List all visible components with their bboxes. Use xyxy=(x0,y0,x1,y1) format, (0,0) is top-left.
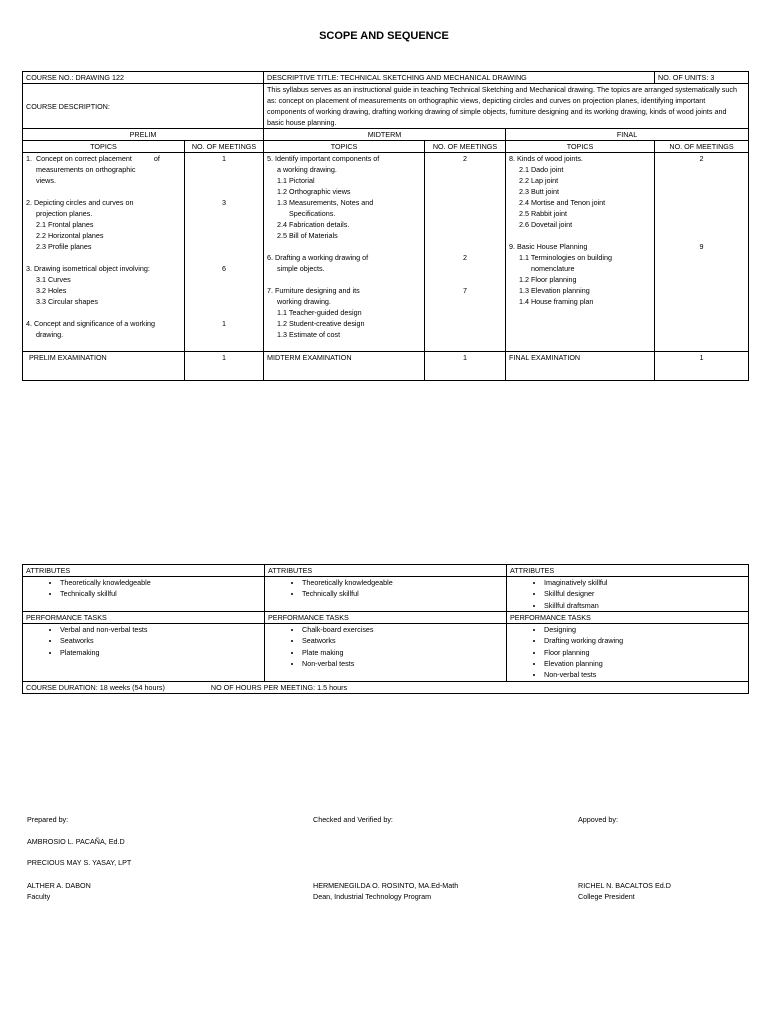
text-line: 2.5 Rabbit joint xyxy=(509,209,567,218)
text-line xyxy=(188,285,260,296)
text-line: 3. Drawing isometrical object involving: xyxy=(26,264,150,273)
text-line: 1. Concept on correct placement of xyxy=(26,154,160,163)
text-line: 7. Furniture designing and its xyxy=(267,286,360,295)
list-item: • Chalk-board exercises xyxy=(302,624,503,635)
hours-per-meeting: NO OF HOURS PER MEETING: 1.5 hours xyxy=(210,683,348,692)
preparer-role: Faculty xyxy=(27,892,51,901)
text-line: 2.6 Dovetail joint xyxy=(509,220,573,229)
text-line: 1.4 House framing plan xyxy=(509,297,594,306)
midterm-attributes-list xyxy=(268,577,503,600)
prelim-meetings xyxy=(185,153,264,352)
checker-role: Dean, Industrial Technology Program xyxy=(313,892,432,901)
prelim-attributes-label: ATTRIBUTES xyxy=(23,565,265,577)
text-line: 1.3 Measurements, Notes and xyxy=(267,198,374,207)
final-tasks-list xyxy=(510,624,745,680)
text-line: 3 xyxy=(222,198,226,207)
text-line xyxy=(188,230,260,241)
descriptive-title: DESCRIPTIVE TITLE: TECHNICAL SKETCHING AND MECHANICAL DRAWING xyxy=(264,72,655,84)
text-line: views. xyxy=(26,176,56,185)
text-line xyxy=(26,252,181,263)
list-item: • Imaginatively skillful xyxy=(544,577,745,588)
outcomes-table xyxy=(22,564,749,694)
text-line xyxy=(188,219,260,230)
text-line: simple objects. xyxy=(267,264,325,273)
text-line: 2.2 Lap joint xyxy=(509,176,559,185)
text-line xyxy=(188,252,260,263)
list-item: • Verbal and non-verbal tests xyxy=(60,624,261,635)
text-line: nomenclature xyxy=(509,264,575,273)
text-line xyxy=(428,219,502,230)
final-tasks-label: PERFORMANCE TASKS xyxy=(507,612,749,624)
final-topics-header: TOPICS xyxy=(506,141,655,153)
checked-by-label: Checked and Verified by: xyxy=(313,815,393,824)
text-line: 1 xyxy=(222,154,226,163)
text-line xyxy=(188,296,260,307)
text-line xyxy=(658,208,745,219)
text-line xyxy=(188,307,260,318)
text-line xyxy=(188,175,260,186)
midterm-exam-meetings: 1 xyxy=(425,352,506,381)
text-line: measurements on orthographic xyxy=(26,165,136,174)
text-line xyxy=(428,164,502,175)
text-line xyxy=(658,186,745,197)
midterm-tasks-label: PERFORMANCE TASKS xyxy=(265,612,507,624)
text-line: 5. Identify important components of xyxy=(267,154,380,163)
term-final-header: FINAL xyxy=(506,129,749,141)
midterm-topics xyxy=(264,153,425,352)
text-line: 6 xyxy=(222,264,226,273)
list-item: • Non-verbal tests xyxy=(302,658,503,669)
text-line: 1.2 Floor planning xyxy=(509,275,577,284)
text-line xyxy=(26,307,181,318)
text-line: 1.3 Estimate of cost xyxy=(267,330,341,339)
text-line xyxy=(658,274,745,285)
midterm-exam: MIDTERM EXAMINATION xyxy=(264,352,425,381)
text-line xyxy=(26,186,181,197)
text-line: 2 xyxy=(463,253,468,262)
final-exam: FINAL EXAMINATION xyxy=(506,352,655,381)
text-line: 1.1 Terminologies on building xyxy=(509,253,612,262)
text-line: 2. Depicting circles and curves on xyxy=(26,198,134,207)
text-line xyxy=(428,208,502,219)
list-item: • Seatworks xyxy=(302,635,503,646)
approver-role: College President xyxy=(578,892,635,901)
text-line: 2 xyxy=(699,154,704,163)
final-exam-meetings: 1 xyxy=(655,352,749,381)
prelim-exam: PRELIM EXAMINATION xyxy=(23,352,185,381)
list-item: • Non-verbal tests xyxy=(544,669,745,680)
text-line: 2.1 Frontal planes xyxy=(26,220,94,229)
text-line: 2.1 Dado joint xyxy=(509,165,564,174)
text-line: Specifications. xyxy=(267,209,336,218)
text-line xyxy=(509,307,651,318)
text-line: projection planes. xyxy=(26,209,93,218)
prelim-attributes-list xyxy=(26,577,261,600)
list-item: • Elevation planning xyxy=(544,658,745,669)
text-line: 3.1 Curves xyxy=(26,275,71,284)
prelim-topics-header: TOPICS xyxy=(23,141,185,153)
text-line xyxy=(658,329,745,340)
text-line xyxy=(658,296,745,307)
text-line xyxy=(658,230,745,241)
text-line: 7 xyxy=(463,286,468,295)
text-line xyxy=(428,263,502,274)
text-line: 8. Kinds of wood joints. xyxy=(509,154,583,163)
list-item: • Designing xyxy=(544,624,745,635)
text-line xyxy=(428,318,502,329)
preparer-name-2: PRECIOUS MAY S. YASAY, LPT xyxy=(27,858,132,867)
text-line xyxy=(267,274,421,285)
list-item: • Floor planning xyxy=(544,647,745,658)
list-item: • Drafting working drawing xyxy=(544,635,745,646)
text-line xyxy=(658,219,745,230)
text-line xyxy=(509,329,651,340)
list-item: • Theoretically knowledgeable xyxy=(60,577,261,588)
midterm-attributes-label: ATTRIBUTES xyxy=(265,565,507,577)
text-line: 2.5 Bill of Materials xyxy=(267,231,338,240)
text-line xyxy=(428,197,502,208)
midterm-meetings-header: NO. OF MEETINGS xyxy=(425,141,506,153)
text-line: 2.4 Mortise and Tenon joint xyxy=(509,198,606,207)
text-line xyxy=(188,208,260,219)
midterm-meetings xyxy=(425,153,506,352)
text-line xyxy=(188,164,260,175)
text-line xyxy=(188,186,260,197)
course-description-text: This syllabus serves as an instructional guide in teaching Technical Sketching and Mechanical drawing. The topics are arranged systematically such as: concept on placement of measurements on orthographic views, depicting circles and curves on projection planes, identifying important components of working drawing, drafting working drawing of simple objects, furniture designing and its working drawing, kinds of wood joints and basic house planning. xyxy=(264,84,749,129)
text-line: 3.2 Holes xyxy=(26,286,67,295)
text-line: 9. Basic House Planning xyxy=(509,242,588,251)
list-item: • Skillful draftsman xyxy=(544,600,745,611)
list-item: • Technically skillful xyxy=(60,588,261,599)
text-line xyxy=(658,175,745,186)
text-line: 2.3 Butt joint xyxy=(509,187,559,196)
prelim-meetings-header: NO. OF MEETINGS xyxy=(185,141,264,153)
text-line xyxy=(428,186,502,197)
text-line xyxy=(658,164,745,175)
text-line xyxy=(658,285,745,296)
prelim-tasks-list xyxy=(26,624,261,658)
text-line xyxy=(428,241,502,252)
list-item: • Plate making xyxy=(302,647,503,658)
units: NO. OF UNITS: 3 xyxy=(655,72,749,84)
text-line xyxy=(188,241,260,252)
list-item: • Theoretically knowledgeable xyxy=(302,577,503,588)
term-prelim-header: PRELIM xyxy=(23,129,264,141)
final-meetings-header: NO. OF MEETINGS xyxy=(655,141,749,153)
text-line xyxy=(428,329,502,340)
text-line: 4. Concept and significance of a working xyxy=(26,319,156,328)
final-meetings xyxy=(655,153,749,352)
text-line: 1.1 Teacher-guided design xyxy=(267,308,362,317)
text-line xyxy=(658,307,745,318)
text-line: 3.3 Circular shapes xyxy=(26,297,98,306)
text-line xyxy=(509,230,651,241)
midterm-topics-header: TOPICS xyxy=(264,141,425,153)
approved-by-label: Appoved by: xyxy=(578,815,618,824)
prelim-topics xyxy=(23,153,185,352)
text-line: 2.3 Profile planes xyxy=(26,242,92,251)
text-line xyxy=(188,329,260,340)
text-line xyxy=(428,307,502,318)
text-line: 1.2 Orthographic views xyxy=(267,187,351,196)
text-line xyxy=(267,241,421,252)
text-line xyxy=(658,252,745,263)
text-line xyxy=(658,318,745,329)
scope-table xyxy=(22,71,749,381)
preparer-name-3: ALTHER A. DABON xyxy=(27,881,91,890)
list-item: • Seatworks xyxy=(60,635,261,646)
text-line: 1 xyxy=(222,319,226,328)
approver-name: RICHEL N. BACALTOS Ed.D xyxy=(578,881,671,890)
course-number: COURSE NO.: DRAWING 122 xyxy=(23,72,264,84)
checker-name: HERMENEGILDA O. ROSINTO, MA.Ed-Math xyxy=(313,881,459,890)
prepared-by-label: Prepared by: xyxy=(27,815,69,824)
text-line: 1.3 Elevation planning xyxy=(509,286,590,295)
prelim-tasks-label: PERFORMANCE TASKS xyxy=(23,612,265,624)
text-line: 2.2 Horizontal planes xyxy=(26,231,104,240)
term-midterm-header: MIDTERM xyxy=(264,129,506,141)
text-line: drawing. xyxy=(26,330,64,339)
text-line xyxy=(428,175,502,186)
text-line: 6. Drafting a working drawing of xyxy=(267,253,369,262)
preparer-name-1: AMBROSIO L. PACAÑA, Ed.D xyxy=(27,837,125,846)
prelim-exam-meetings: 1 xyxy=(185,352,264,381)
text-line: 2.4 Fabrication details. xyxy=(267,220,350,229)
text-line xyxy=(658,263,745,274)
list-item: • Skillful designer xyxy=(544,588,745,599)
text-line xyxy=(428,230,502,241)
text-line: 1.2 Student-creative design xyxy=(267,319,365,328)
midterm-tasks-list xyxy=(268,624,503,669)
page-title: SCOPE AND SEQUENCE xyxy=(319,30,449,42)
text-line: 2 xyxy=(463,154,468,163)
text-line: a working drawing. xyxy=(267,165,337,174)
course-description-label: COURSE DESCRIPTION: xyxy=(23,84,264,129)
final-topics xyxy=(506,153,655,352)
list-item: • Platemaking xyxy=(60,647,261,658)
final-attributes-list xyxy=(510,577,745,611)
list-item: • Technically skillful xyxy=(302,588,503,599)
text-line: 9 xyxy=(699,242,704,251)
text-line: 1.1 Pictorial xyxy=(267,176,315,185)
course-duration: COURSE DURATION: 18 weeks (54 hours) xyxy=(26,683,165,692)
text-line xyxy=(428,296,502,307)
text-line xyxy=(188,274,260,285)
text-line xyxy=(509,318,651,329)
final-attributes-label: ATTRIBUTES xyxy=(507,565,749,577)
text-line xyxy=(658,197,745,208)
text-line: working drawing. xyxy=(267,297,331,306)
text-line xyxy=(428,274,502,285)
